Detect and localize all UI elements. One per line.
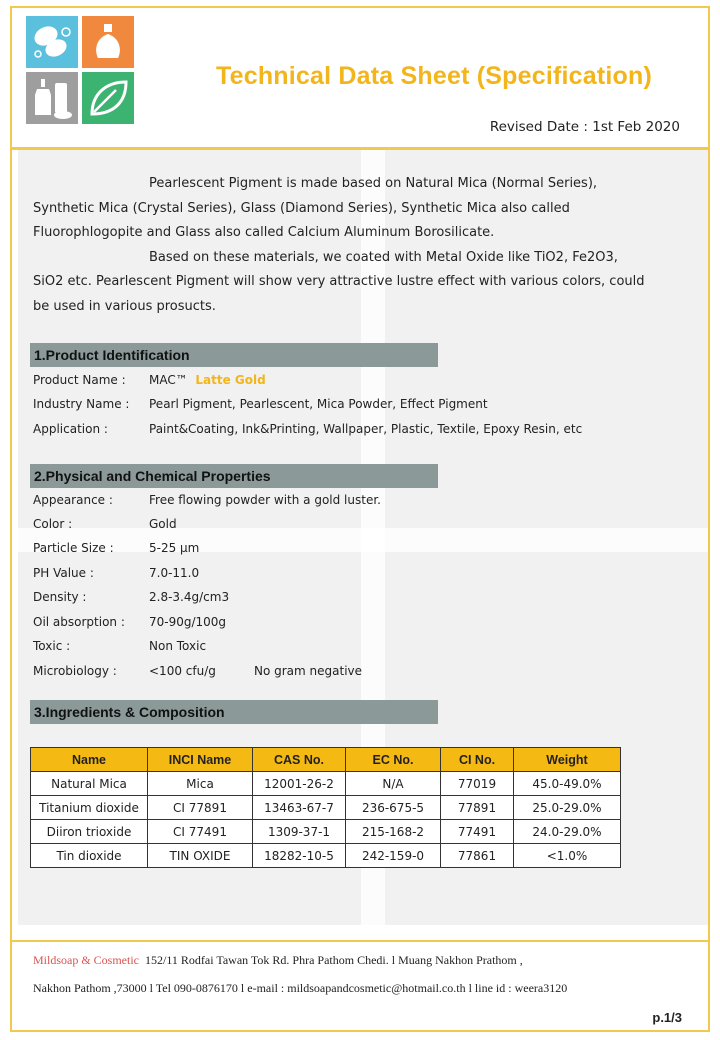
revised-date: Revised Date : 1st Feb 2020 [489,119,680,135]
property-value: 70-90g/100g [149,615,227,629]
property-value: 5-25 µm [149,541,200,555]
table-cell: N/A [346,772,441,796]
table-cell: 215-168-2 [346,820,441,844]
table-cell: 45.0-49.0% [514,772,621,796]
table-row [31,844,621,868]
property-value: <100 cfu/g [149,664,216,678]
intro-text [33,172,653,319]
footer-divider [12,940,708,942]
industry-name-value: Pearl Pigment, Pearlescent, Mica Powder, Effect Pigment [149,397,488,411]
footer-address-line2: Nakhon Pathom ,73000 l Tel 090-0876170 l e-mail : mildsoapandcosmetic@hotmail.co.th l line id : weera3120 [33,981,568,995]
section-heading-ingredients: 3.Ingredients & Composition [30,700,438,724]
table-cell: Tin dioxide [31,844,148,868]
table-cell: 13463-67-7 [253,796,346,820]
property-value: Non Toxic [149,639,207,653]
table-row [31,796,621,820]
property-label: Density : [33,590,87,604]
table-row [31,772,621,796]
table-cell: TIN OXIDE [148,844,253,868]
column-header: CAS No. [253,748,346,772]
table-cell: 18282-10-5 [253,844,346,868]
property-value: 7.0-11.0 [149,566,200,580]
column-header: CI No. [441,748,514,772]
property-label: Particle Size : [33,541,114,555]
page-number: p.1/3 [652,1010,682,1025]
footer-address-line1 [33,953,523,968]
table-cell: 77019 [441,772,514,796]
property-label: Microbiology : [33,664,117,678]
table-cell: <1.0% [514,844,621,868]
property-value: 2.8-3.4g/cm3 [149,590,230,604]
section-heading-physical-chemical: 2.Physical and Chemical Properties [30,464,438,488]
table-cell: 77861 [441,844,514,868]
table-cell: 236-675-5 [346,796,441,820]
property-label: Color : [33,517,73,531]
industry-name-label: Industry Name : [33,397,130,411]
table-cell: Mica [148,772,253,796]
footer-address-text: 152/11 Rodfai Tawan Tok Rd. Phra Pathom Chedi. l Muang Nakhon Prathom , [145,953,523,967]
product-name-value [149,371,266,389]
column-header: Name [31,748,148,772]
application-label: Application : [33,422,108,436]
table-cell: 24.0-29.0% [514,820,621,844]
table-cell: 77891 [441,796,514,820]
property-label: PH Value : [33,566,94,580]
section-heading-product-identification: 1.Product Identification [30,343,438,367]
table-cell: Natural Mica [31,772,148,796]
property-label: Oil absorption : [33,615,125,629]
table-header-row [31,748,621,772]
composition-table [30,747,621,868]
soap-bubbles-icon [26,16,78,68]
property-label: Toxic : [33,639,71,653]
lotion-bottles-icon [26,72,78,124]
page-title: Technical Data Sheet (Specification) [216,62,653,90]
table-row [31,820,621,844]
column-header: INCI Name [148,748,253,772]
table-cell: 1309-37-1 [253,820,346,844]
property-value: Gold [149,517,177,531]
column-header: Weight [514,748,621,772]
table-cell: 25.0-29.0% [514,796,621,820]
column-header: EC No. [346,748,441,772]
product-name-label: Product Name : [33,373,126,387]
table-cell: 77491 [441,820,514,844]
product-name: Latte Gold [195,373,266,387]
watermark-divider-horizontal [18,528,708,552]
intro-p1-line1: Pearlescent Pigment is made based on Natural Mica (Normal Series), [149,176,598,191]
table-cell: 12001-26-2 [253,772,346,796]
intro-p2-rest: SiO2 etc. Pearlescent Pigment will show very attractive lustre effect with various colors, could be used in various prosucts. [33,274,645,314]
microbiology-extra: No gram negative [254,664,363,678]
leaf-icon [82,72,134,124]
property-label: Appearance : [33,493,113,507]
intro-p2-line1: Based on these materials, we coated with Metal Oxide like TiO2, Fe2O3, [149,249,618,265]
application-value: Paint&Coating, Ink&Printing, Wallpaper, Plastic, Textile, Epoxy Resin, etc [149,422,583,436]
footer-brand: Mildsoap & Cosmetic [33,953,139,967]
property-value: Free flowing powder with a gold luster. [149,493,381,507]
table-cell: 242-159-0 [346,844,441,868]
perfume-bottle-icon [82,16,134,68]
intro-p1-rest: Synthetic Mica (Crystal Series), Glass (Diamond Series), Synthetic Mica also called Fluorophlogopite and Glass also called Calcium Aluminum Borosilicate. [33,200,570,240]
table-cell: Diiron trioxide [31,820,148,844]
company-logo [26,16,134,124]
table-cell: CI 77891 [148,796,253,820]
product-name-prefix: MAC™ [149,373,188,387]
table-cell: Titanium dioxide [31,796,148,820]
table-cell: CI 77491 [148,820,253,844]
